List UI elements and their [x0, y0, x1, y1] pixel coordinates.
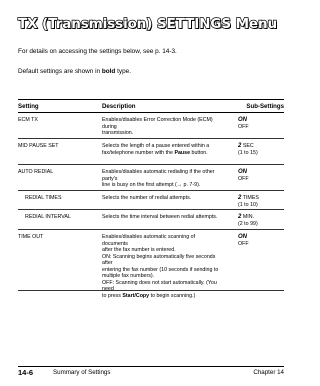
- table-body: [18, 113, 284, 299]
- setting-description: Selects the length of a pause entered within a fax/telephone number with the Pause button.: [102, 143, 210, 156]
- sub-settings: 2 SEC (1 to 15): [238, 143, 258, 156]
- header-setting: Setting: [18, 103, 39, 110]
- table-row: [18, 113, 284, 139]
- setting-description: Enables/disables automatic scanning of documents after the fax number is entered. ON: Scanning begins automatically five seconds after entering the fax number (10 seconds if sending to multiple fax numbers). OFF: Scanning does not start automatically. (You need to press Start/Copy to begin scanning.): [102, 234, 219, 299]
- setting-description: Enables/disables automatic redialing if the other party's line is busy on the first attempt (→ p. 7-9).: [102, 169, 215, 188]
- table-row: [18, 165, 284, 191]
- setting-description: Selects the time interval between redial attempts.: [102, 214, 218, 220]
- setting-description: Enables/disables Error Correction Mode (ECM) during transmission.: [102, 117, 213, 136]
- setting-name: REDIAL INTERVAL: [25, 214, 71, 220]
- setting-name: TIME OUT: [18, 234, 44, 240]
- header-sub-settings: Sub-Settings: [246, 103, 284, 110]
- page-number: 14-6: [18, 368, 34, 377]
- header-description: Description: [102, 103, 136, 110]
- setting-name: REDIAL TIMES: [25, 195, 62, 201]
- sub-settings: ON OFF: [238, 169, 249, 182]
- default-note: Default settings are shown in bold type.: [18, 68, 131, 75]
- table-row: [18, 210, 284, 230]
- setting-name: MID PAUSE SET: [18, 143, 59, 149]
- setting-name: ECM TX: [18, 117, 38, 123]
- sub-settings: 2 TIMES (1 to 10): [238, 195, 259, 208]
- page-title: TX (Transmission) SETTINGS Menu: [18, 16, 277, 32]
- setting-description: Selects the number of redial attempts.: [102, 195, 192, 201]
- settings-table: [18, 99, 284, 299]
- table-row: [18, 139, 284, 165]
- table-row: [18, 191, 284, 210]
- table-header: [18, 99, 284, 113]
- sub-settings: ON OFF: [238, 117, 249, 130]
- sub-settings: ON OFF: [238, 234, 249, 247]
- chapter-label: Chapter 14: [253, 369, 284, 376]
- section-name: Summary of Settings: [53, 369, 111, 376]
- sub-settings: 2 MIN. (2 to 99): [238, 214, 258, 227]
- intro-text: For details on accessing the settings below, see p. 14-3.: [18, 48, 177, 55]
- footer-rule: [18, 366, 284, 367]
- setting-name: AUTO REDIAL: [18, 169, 54, 175]
- table-row: [18, 230, 284, 299]
